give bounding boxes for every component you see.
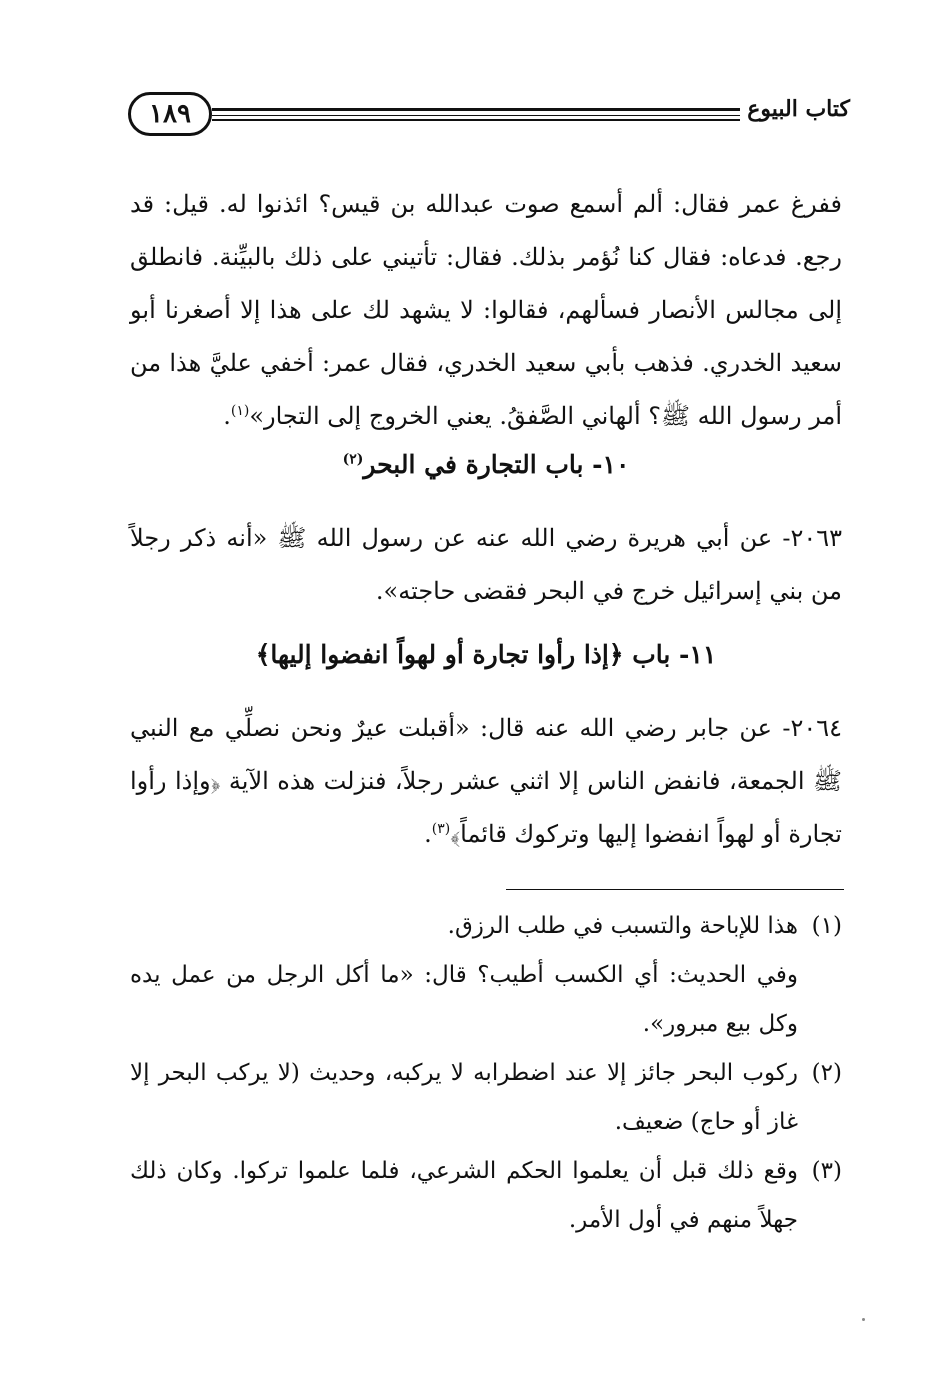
paragraph-text: ففرغ عمر فقال: ألم أسمع صوت عبدالله بن قيس؟ ائذنوا له. قيل: قد رجع. فدعاه: فقال كنا نُؤمر بذلك. فقال: تأتيني على ذلك بالبيِّنة. فانطلق إلى مجالس الأنصار فسألهم، فقالوا: لا يشهد لك على هذا إلا أصغرنا أبو سعيد الخدري. فذهب بأبي سعيد الخدري، فقال عمر: أخفي عليَّ هذا من أمر رسول الله ﷺ؟ ألهاني الصَّفقُ. يعني الخروج إلى التجار» (130, 190, 842, 430)
paragraph-hadith-2064 (130, 702, 842, 861)
paragraph-hadith-2063: ٢٠٦٣- عن أبي هريرة رضي الله عنه عن رسول الله ﷺ «أنه ذكر رجلاً من بني إسرائيل خرج في البحر فقضى حاجته». (130, 524, 842, 605)
paragraph-hadith-continuation (130, 178, 842, 443)
footnote-number: (١) (811, 913, 842, 939)
page-header (128, 92, 850, 144)
footnote-text: ركوب البحر جائز إلا عند اضطرابه لا يركبه، وحديث (لا يركب البحر إلا غاز أو حاج) ضعيف. (130, 1060, 798, 1135)
footnote-text: وفي الحديث: أي الكسب أطيب؟ قال: «ما أكل الرجل من عمل يده وكل بيع مبرور». (130, 962, 798, 1037)
paragraph-end: . (424, 820, 432, 848)
footnote-2 (130, 1049, 842, 1147)
footnote-ref: (٢) (342, 451, 364, 468)
footnote-divider (506, 889, 844, 890)
scan-speck (862, 1318, 865, 1321)
book-title: كتاب البيوع (747, 96, 850, 122)
footnote-number: (٣) (811, 1158, 842, 1184)
footnote-ref: (١) (230, 403, 250, 419)
footnote-1 (130, 902, 842, 951)
footnote-text: وقع ذلك قبل أن يعلموا الحكم الشرعي، فلما علموا تركوا. وكان ذلك جهلاً منهم في أول الأمر. (130, 1158, 798, 1233)
heading-text: ١٠- باب التجارة في البحر (363, 450, 630, 479)
footnotes-section (130, 902, 842, 1245)
footnote-text: هذا للإباحة والتسبب في طلب الرزق. (447, 913, 798, 939)
section-heading-11: ١١- باب ﴿إذا رأوا تجارة أو لهواً انفضوا إليها﴾ (255, 640, 717, 669)
footnote-1-continuation (130, 951, 842, 1049)
page-number: ١٨٩ (128, 92, 212, 136)
footnote-ref: (٣) (431, 821, 451, 837)
footnote-3 (130, 1147, 842, 1245)
footnote-number: (٢) (811, 1060, 842, 1086)
section-heading-10 (130, 450, 842, 479)
header-rule (212, 106, 740, 122)
paragraph-end: . (223, 402, 231, 430)
paragraph-text: ٢٠٦٤- عن جابر رضي الله عنه قال: «أقبلت عيرٌ ونحن نصلِّي مع النبي ﷺ الجمعة، فانفض الناس إلا اثني عشر رجلاً، فنزلت هذه الآية ﴿وإذا رأوا تجارة أو لهواً انفضوا إليها وتركوك قائماً﴾ (130, 714, 842, 848)
